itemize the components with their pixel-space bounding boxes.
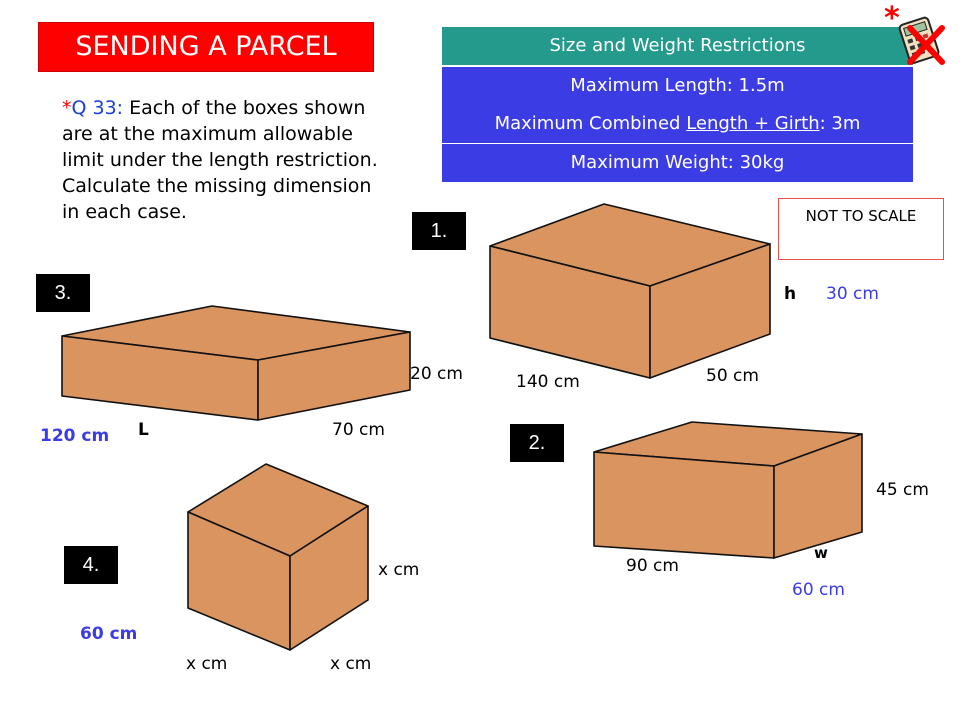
box-2-width-variable: w <box>814 544 828 562</box>
box-4-number: 4. <box>64 546 118 584</box>
box-3-height-label: 20 cm <box>410 364 463 384</box>
max-weight-bar: Maximum Weight: 30kg <box>442 144 913 182</box>
box-4-drawing <box>188 464 368 650</box>
question-body: Each of the boxes shown are at the maximum allowable limit under the length restriction. Calculate the missing dimension in each case. <box>62 97 378 223</box>
box-1-height-variable: h <box>784 284 797 304</box>
question-star: * <box>62 97 72 119</box>
box-4-side-label-bottom: x cm <box>330 654 372 674</box>
box-2-height-label: 45 cm <box>876 480 929 500</box>
box-3-drawing <box>62 306 410 420</box>
box-4-side-label-right: x cm <box>378 560 420 580</box>
restrictions-header: Size and Weight Restrictions <box>442 27 913 65</box>
box-2-number: 2. <box>510 424 564 462</box>
box-3-answer: 120 cm <box>40 426 110 446</box>
box-3-number: 3. <box>36 274 90 312</box>
box-2-drawing <box>594 422 862 558</box>
box-3-width-label: 70 cm <box>332 420 385 440</box>
combined-underlined: Length + Girth <box>686 113 820 134</box>
box-1-number: 1. <box>412 212 466 250</box>
combined-prefix: Maximum Combined <box>494 113 687 134</box>
page-title: SENDING A PARCEL <box>38 22 374 72</box>
max-length-bar: Maximum Length: 1.5m <box>442 67 913 105</box>
corner-star: * <box>884 1 900 36</box>
box-1-length-label: 140 cm <box>516 372 580 392</box>
box-2-length-label: 90 cm <box>626 556 679 576</box>
box-1-answer: 30 cm <box>826 284 879 304</box>
box-4-side-label-left: x cm <box>186 654 228 674</box>
not-to-scale-note: NOT TO SCALE <box>778 198 944 260</box>
box-1-width-label: 50 cm <box>706 366 759 386</box>
box-3-length-variable: L <box>138 420 149 440</box>
box-2-front <box>594 452 774 558</box>
box-4-answer: 60 cm <box>80 624 138 644</box>
question-number: Q 33: <box>71 97 124 119</box>
box-2-answer: 60 cm <box>792 580 845 600</box>
combined-suffix: : 3m <box>819 113 861 134</box>
box-1-drawing <box>490 204 770 378</box>
